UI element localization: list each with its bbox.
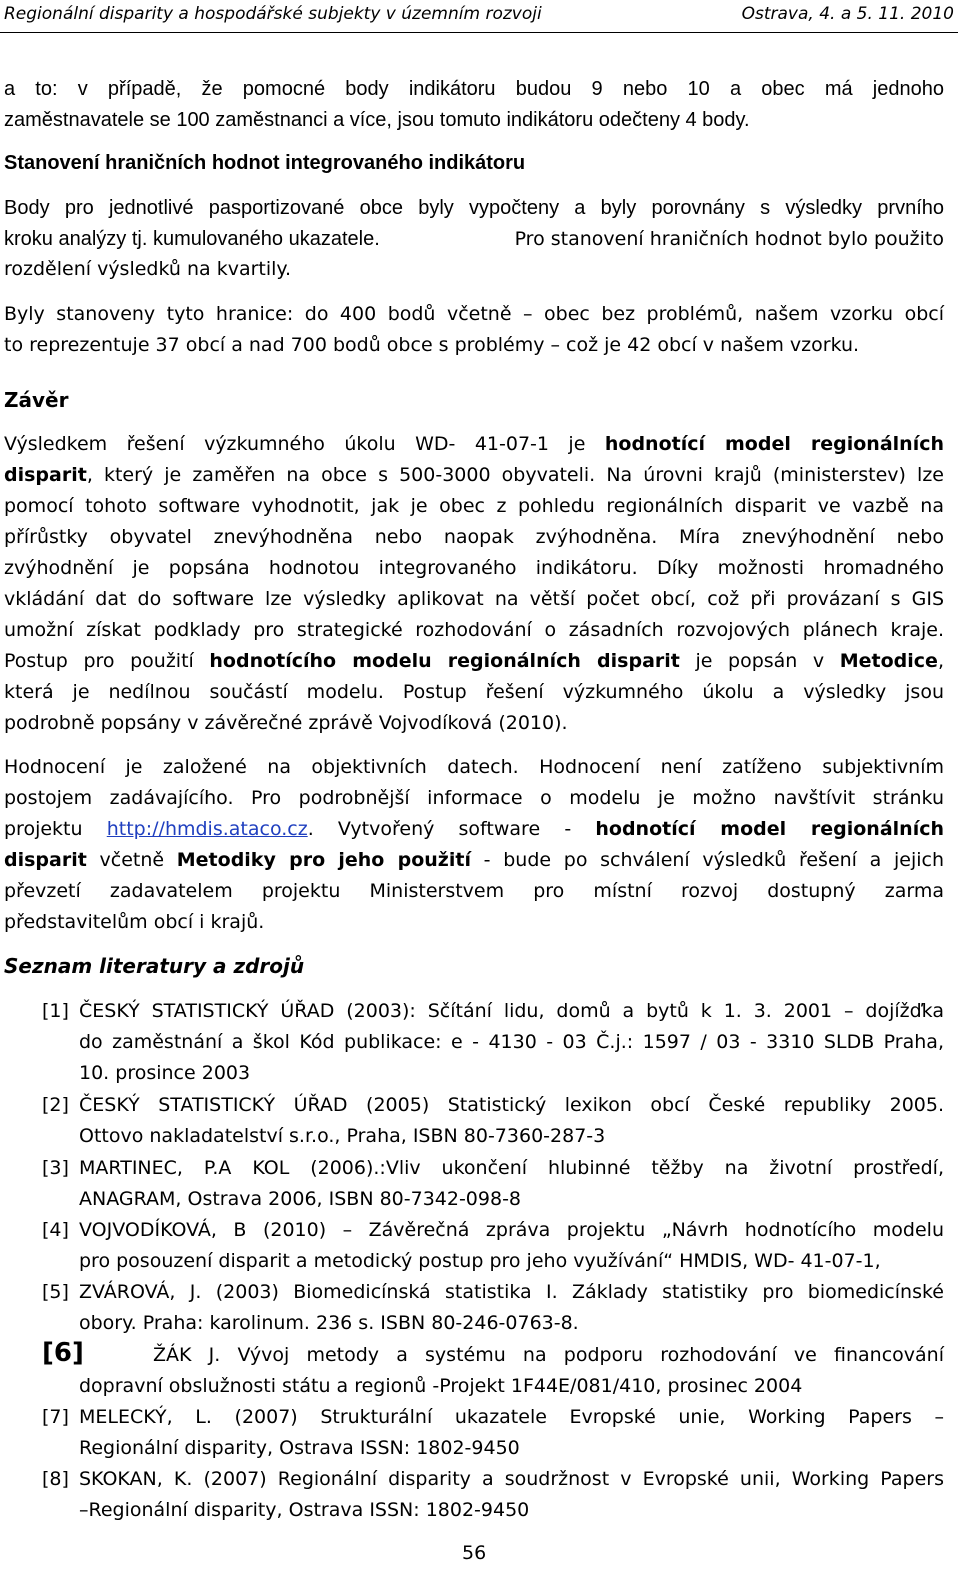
reference-number: [6]: [42, 1338, 84, 1368]
section-heading: Stanovení hraničních hodnot integrovaného indikátoru: [4, 152, 526, 174]
page-number: 56: [462, 1542, 487, 1564]
paragraph-line: disparit včetně Metodiky pro jeho použití - bude po schválení výsledků řešení a jejich: [4, 849, 944, 871]
paragraph-line: Body pro jednotlivé pasportizované obce byly vypočteny a byly porovnány s výsledky prvního: [4, 197, 944, 219]
paragraph-line: představitelům obcí i krajů.: [4, 911, 265, 933]
paragraph-line: převzetí zadavatelem projektu Ministerstvem pro místní rozvoj dostupný zarma: [4, 880, 944, 902]
reference-line: 10. prosince 2003: [79, 1062, 251, 1084]
reference-line: ANAGRAM, Ostrava 2006, ISBN 80-7342-098-8: [79, 1188, 522, 1210]
reference-number: [2]: [42, 1094, 69, 1116]
reference-line: VOJVODÍKOVÁ, B (2010) – Závěrečná zpráva projektu „Návrh hodnotícího modelu: [79, 1219, 944, 1241]
reference-line: dopravní obslužnosti státu a regionů -Projekt 1F44E/081/410, prosinec 2004: [79, 1375, 803, 1397]
paragraph-line: disparit, který je zaměřen na obce s 500-3000 obyvateli. Na úrovni krajů (ministerstev) lze: [4, 464, 944, 486]
reference-line: ČESKÝ STATISTICKÝ ÚŘAD (2003): Sčítání lidu, domů a bytů k 1. 3. 2001 – dojížďka: [79, 1000, 944, 1022]
reference-line: Regionální disparity, Ostrava ISSN: 1802-9450: [79, 1437, 520, 1459]
reference-line: do zaměstnání a škol Kód publikace: e - 4130 - 03 Č.j.: 1597 / 03 - 3310 SLDB Praha,: [79, 1031, 944, 1053]
reference-number: [3]: [42, 1157, 69, 1179]
header-event: Ostrava, 4. a 5. 11. 2010: [741, 4, 954, 24]
reference-line: –Regionální disparity, Ostrava ISSN: 1802-9450: [79, 1499, 530, 1521]
paragraph-line: rozdělení výsledků na kvartily.: [4, 258, 291, 280]
reference-number: [8]: [42, 1468, 69, 1490]
section-heading: Závěr: [4, 388, 69, 412]
reference-line: SKOKAN, K. (2007) Regionální disparity a soudržnost v Evropské unii, Working Papers: [79, 1468, 944, 1490]
paragraph-line: Hodnocení je založené na objektivních datech. Hodnocení není zatíženo subjektivním: [4, 756, 944, 778]
reference-line: ZVÁROVÁ, J. (2003) Biomedicínská statistika I. Základy statistiky pro biomedicínské: [79, 1281, 944, 1303]
paragraph-line: zvýhodnění je popsána hodnotou integrovaného indikátoru. Díky možnosti hromadného: [4, 557, 944, 579]
project-link[interactable]: http://hmdis.ataco.cz: [106, 818, 308, 840]
paragraph-line: umožní získat podklady pro strategické rozhodování o zásadních rozvojových plánech kraje.: [4, 619, 944, 641]
reference-number: [1]: [42, 1000, 69, 1022]
reference-line: pro posouzení disparit a metodický postup pro jeho využívání“ HMDIS, WD- 41-07-1,: [79, 1250, 881, 1272]
paragraph-line: pomocí tohoto software vyhodnotit, jak je obec z pohledu regionálních disparit ve vazbě na: [4, 495, 944, 517]
reference-line: obory. Praha: karolinum. 236 s. ISBN 80-246-0763-8.: [79, 1312, 579, 1334]
paragraph-line: vkládání dat do software lze výsledky aplikovat na větší počet obcí, což při provázaní s GIS: [4, 588, 944, 610]
paragraph-line: přírůstky obyvatel znevýhodněna nebo naopak zvýhodněna. Míra znevýhodnění nebo: [4, 526, 944, 548]
reference-line: ŽÁK J. Vývoj metody a systému na podporu rozhodování ve financování: [153, 1344, 944, 1366]
header-title: Regionální disparity a hospodářské subjekty v územním rozvoji: [4, 4, 542, 24]
reference-line: MELECKÝ, L. (2007) Strukturální ukazatele Evropské unie, Working Papers –: [79, 1406, 944, 1428]
paragraph-line: projektu http://hmdis.ataco.cz. Vytvořený software - hodnotící model regionálních: [4, 818, 944, 840]
reference-number: [7]: [42, 1406, 69, 1428]
reference-number: [4]: [42, 1219, 69, 1241]
section-heading: Seznam literatury a zdrojů: [4, 954, 305, 978]
reference-line: MARTINEC, P.A KOL (2006).:Vliv ukončení hlubinné těžby na životní prostředí,: [79, 1157, 944, 1179]
running-header: [0, 2, 958, 33]
reference-number: [5]: [42, 1281, 69, 1303]
paragraph-line: Výsledkem řešení výzkumného úkolu WD- 41-07-1 je hodnotící model regionálních: [4, 433, 944, 455]
paragraph-line: a to: v případě, že pomocné body indikátoru budou 9 nebo 10 a obec má jednoho: [4, 78, 944, 100]
reference-line: Ottovo nakladatelství s.r.o., Praha, ISBN 80-7360-287-3: [79, 1125, 606, 1147]
reference-line: ČESKÝ STATISTICKÝ ÚŘAD (2005) Statistický lexikon obcí České republiky 2005.: [79, 1094, 944, 1116]
paragraph-line: to reprezentuje 37 obcí a nad 700 bodů obce s problémy – což je 42 obcí v našem vzorku.: [4, 334, 860, 356]
paragraph-line: postojem zadávajícího. Pro podrobnější informace o modelu je možno navštívit stránku: [4, 787, 944, 809]
paragraph-line: podrobně popsány v závěrečné zprávě Vojvodíková (2010).: [4, 712, 568, 734]
paragraph-line: která je nedílnou součástí modelu. Postup řešení výzkumného úkolu a výsledky jsou: [4, 681, 944, 703]
paragraph-line: zaměstnavatele se 100 zaměstnanci a více, jsou tomuto indikátoru odečteny 4 body.: [4, 109, 750, 131]
paragraph-line: kroku analýzy tj. kumulovaného ukazatele. Pro stanovení hraničních hodnot bylo použito: [4, 228, 944, 250]
paragraph-line: Postup pro použití hodnotícího modelu regionálních disparit je popsán v Metodice,: [4, 650, 944, 672]
paragraph-line: Byly stanoveny tyto hranice: do 400 bodů včetně – obec bez problémů, našem vzorku obcí: [4, 303, 944, 325]
